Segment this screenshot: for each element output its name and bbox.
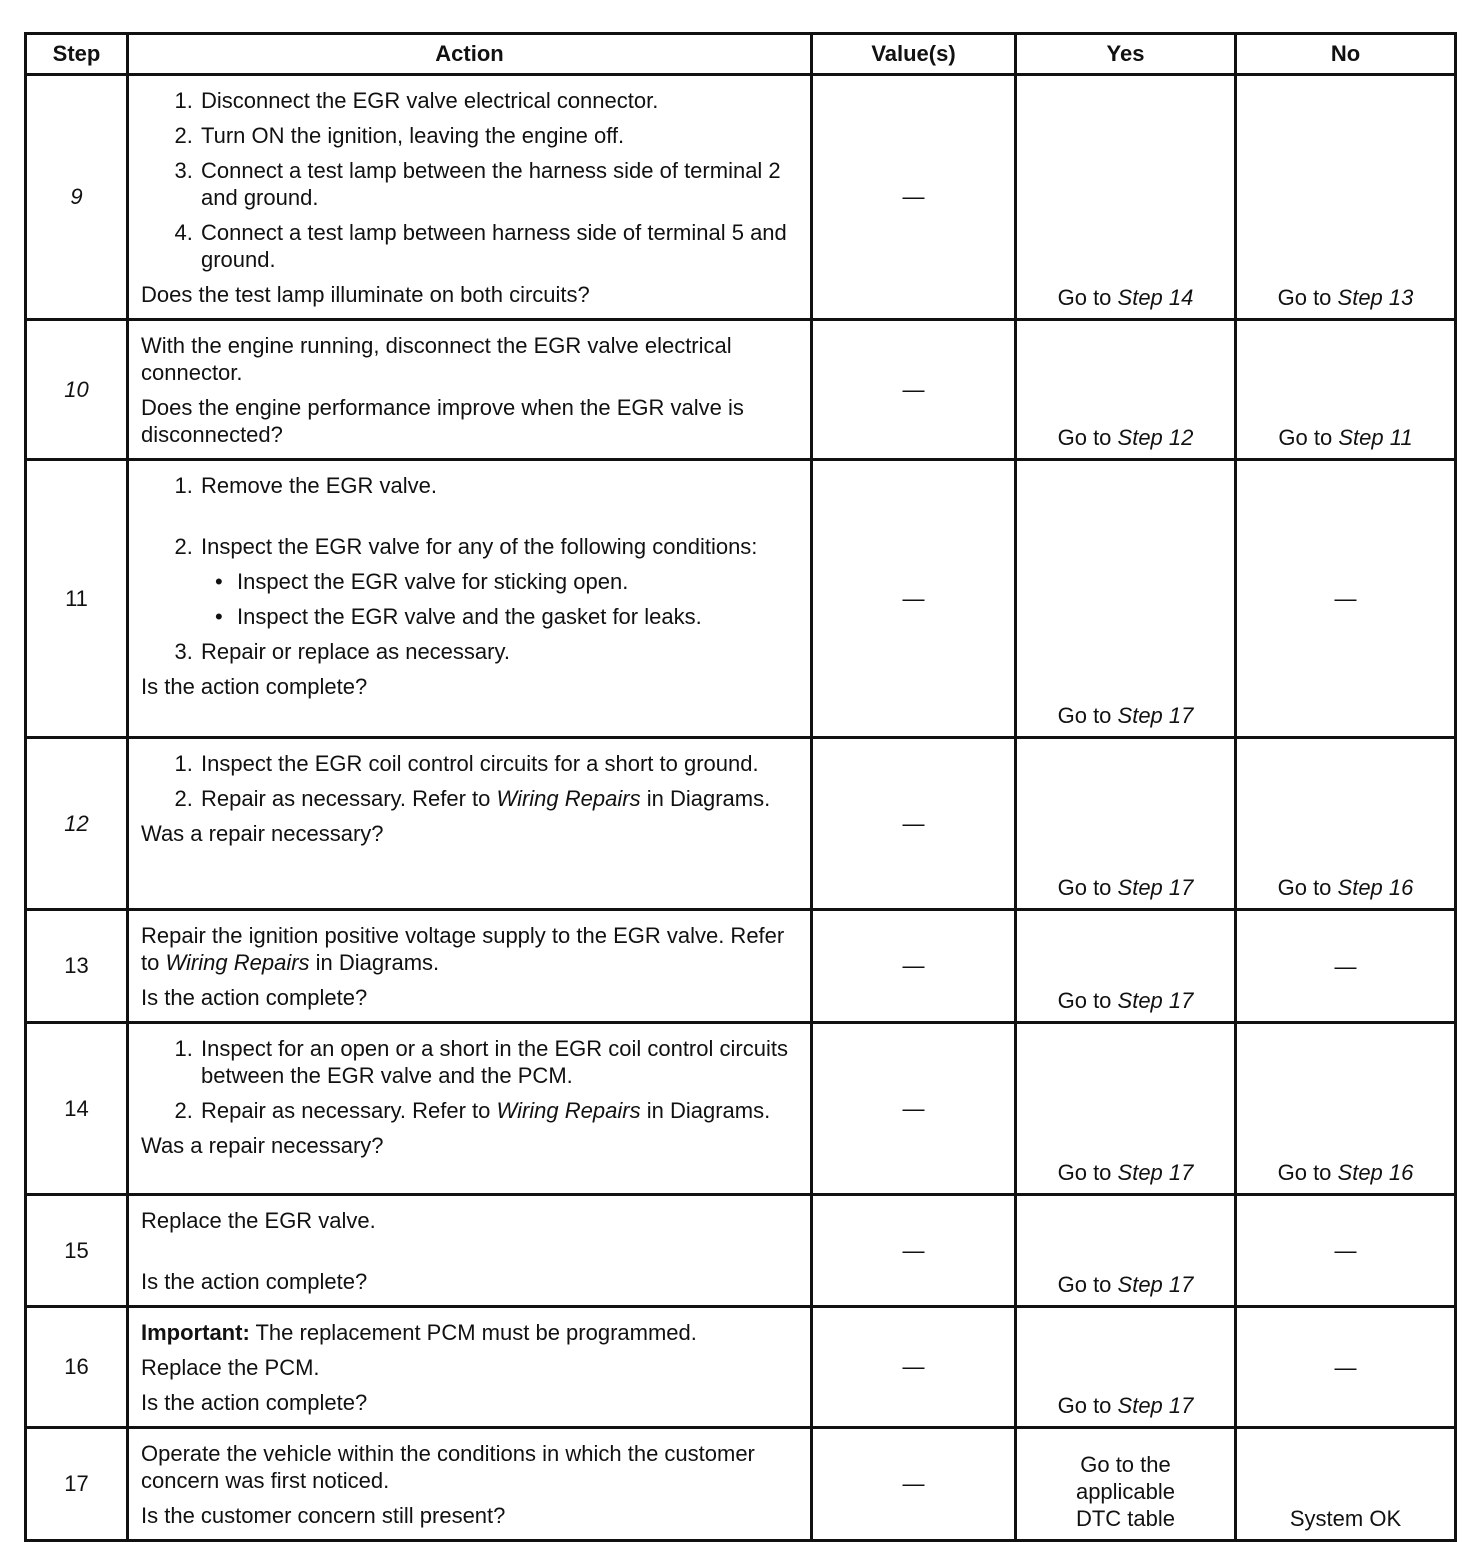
action-step xyxy=(199,472,800,525)
go-to-label: Go to xyxy=(1277,1160,1338,1185)
refer-text: Refer to xyxy=(406,1098,497,1123)
no-cell: — xyxy=(1236,460,1456,738)
go-to-label: Go to xyxy=(1057,1393,1118,1418)
action-step: 1. Disconnect the EGR valve electrical connector. xyxy=(199,87,800,114)
wiring-repairs-ref: Wiring Repairs xyxy=(496,786,641,811)
action-step-text: Remove the EGR valve. xyxy=(201,473,437,498)
action-step: 1. Inspect for an open or a short in the EGR coil control circuits between the EGR valve and the PCM. xyxy=(199,1035,800,1089)
in-text: in xyxy=(640,786,664,811)
value-cell: — xyxy=(812,738,1016,910)
table-row-step-17 xyxy=(26,1428,1456,1541)
action-cell xyxy=(128,460,812,738)
go-to-label: Go to xyxy=(1057,285,1118,310)
table-row-step-15 xyxy=(26,1195,1456,1307)
step-ref: Step 16 xyxy=(1337,1160,1414,1185)
action-cell xyxy=(128,1428,812,1541)
yes-cell xyxy=(1016,738,1236,910)
col-header-no: No xyxy=(1236,34,1456,75)
value-cell: — xyxy=(812,460,1016,738)
go-to-label: Go to xyxy=(1277,285,1338,310)
action-cell xyxy=(128,910,812,1023)
wiring-repairs-ref: Wiring Repairs xyxy=(496,1098,641,1123)
yes-cell xyxy=(1016,1023,1236,1195)
col-header-step: Step xyxy=(26,34,128,75)
in-text: in xyxy=(640,1098,664,1123)
action-text: Replace the EGR valve. xyxy=(141,1208,376,1233)
header-row xyxy=(26,34,1456,75)
yes-cell xyxy=(1016,320,1236,460)
diagrams-text: Diagrams. xyxy=(669,786,771,811)
step-number: 13 xyxy=(26,910,128,1023)
step-ref: Step 12 xyxy=(1117,425,1194,450)
value-cell: — xyxy=(812,1023,1016,1195)
action-step: 3. Connect a test lamp between the harness side of terminal 2 and ground. xyxy=(199,157,800,211)
important-note xyxy=(141,1319,800,1346)
no-cell xyxy=(1236,738,1456,910)
step-ref: Step 14 xyxy=(1117,285,1194,310)
value-cell: — xyxy=(812,75,1016,320)
spacer xyxy=(201,499,800,525)
go-to-label: Go to xyxy=(1278,425,1339,450)
step-number: 15 xyxy=(26,1195,128,1307)
condition-item: • Inspect the EGR valve for sticking open. xyxy=(235,568,800,595)
step-ref: Step 17 xyxy=(1117,1160,1194,1185)
step-ref: Step 11 xyxy=(1338,425,1413,450)
go-to-label: Go to xyxy=(1057,703,1118,728)
table-row-step-10 xyxy=(26,320,1456,460)
col-header-action: Action xyxy=(128,34,812,75)
step-number: 17 xyxy=(26,1428,128,1541)
action-question: Is the action complete? xyxy=(141,674,368,699)
go-to-label: Go to xyxy=(1057,988,1118,1013)
step-ref: Step 16 xyxy=(1337,875,1414,900)
no-cell xyxy=(1236,320,1456,460)
yes-cell xyxy=(1016,460,1236,738)
no-cell: — xyxy=(1236,910,1456,1023)
step-ref: Step 17 xyxy=(1117,988,1194,1013)
action-text xyxy=(141,922,800,976)
step-number: 10 xyxy=(26,320,128,460)
no-cell xyxy=(1236,75,1456,320)
action-step-text: Inspect the EGR valve for any of the following conditions: xyxy=(201,534,758,559)
yes-text: Go to the applicable DTC table xyxy=(1075,1452,1176,1531)
step-ref: Step 17 xyxy=(1117,703,1194,728)
yes-cell xyxy=(1016,75,1236,320)
table-row-step-14 xyxy=(26,1023,1456,1195)
action-step: 4. Connect a test lamp between harness side of terminal 5 and ground. xyxy=(199,219,800,273)
diagrams-text: Diagrams. xyxy=(669,1098,771,1123)
action-cell xyxy=(128,1195,812,1307)
col-header-yes: Yes xyxy=(1016,34,1236,75)
action-text-start: Repair the ignition positive voltage supply to the EGR valve. Refer to xyxy=(141,923,785,975)
step-number: 9 xyxy=(26,75,128,320)
refer-text: Refer to xyxy=(406,786,497,811)
action-cell xyxy=(128,320,812,460)
no-cell: System OK xyxy=(1236,1428,1456,1541)
action-step xyxy=(199,533,800,630)
action-question: Is the action complete? xyxy=(141,1269,368,1294)
no-cell xyxy=(1236,1023,1456,1195)
action-step: 3. Repair or replace as necessary. xyxy=(199,638,800,665)
action-question: Was a repair necessary? xyxy=(141,821,384,846)
go-to-label: Go to xyxy=(1277,875,1338,900)
go-to-label: Go to xyxy=(1057,875,1118,900)
table-row-step-13 xyxy=(26,910,1456,1023)
step-ref: Step 17 xyxy=(1117,875,1194,900)
action-step xyxy=(199,1097,800,1124)
value-cell: — xyxy=(812,1307,1016,1428)
repair-text: Repair as necessary. xyxy=(201,786,407,811)
action-steps xyxy=(141,750,800,812)
table-row-step-16 xyxy=(26,1307,1456,1428)
action-steps xyxy=(141,87,800,273)
action-question: Is the customer concern still present? xyxy=(141,1503,506,1528)
no-cell: — xyxy=(1236,1195,1456,1307)
action-question: Is the action complete? xyxy=(141,1390,368,1415)
important-label: Important: xyxy=(141,1320,250,1345)
step-number: 11 xyxy=(26,460,128,738)
action-text: Replace the PCM. xyxy=(141,1355,320,1380)
table-row-step-11 xyxy=(26,460,1456,738)
condition-list xyxy=(201,568,800,630)
action-question: Was a repair necessary? xyxy=(141,1133,384,1158)
value-cell: — xyxy=(812,1428,1016,1541)
action-steps xyxy=(141,472,800,665)
step-ref: Step 17 xyxy=(1117,1272,1194,1297)
yes-cell xyxy=(1016,910,1236,1023)
action-question: Is the action complete? xyxy=(141,985,368,1010)
col-header-values: Value(s) xyxy=(812,34,1016,75)
action-text: With the engine running, disconnect the EGR valve electrical connector. xyxy=(141,333,732,385)
step-number: 12 xyxy=(26,738,128,910)
important-text: The replacement PCM must be programmed. xyxy=(249,1320,697,1345)
value-cell: — xyxy=(812,910,1016,1023)
action-text-end: in Diagrams. xyxy=(309,950,440,975)
repair-text: Repair as necessary. xyxy=(201,1098,407,1123)
table-row-step-9 xyxy=(26,75,1456,320)
step-number: 16 xyxy=(26,1307,128,1428)
action-cell xyxy=(128,1023,812,1195)
action-cell xyxy=(128,738,812,910)
action-text: Operate the vehicle within the conditions in which the customer concern was first noticed. xyxy=(141,1441,755,1493)
value-cell: — xyxy=(812,320,1016,460)
step-ref: Step 17 xyxy=(1117,1393,1194,1418)
yes-cell xyxy=(1016,1307,1236,1428)
table-row-step-12 xyxy=(26,738,1456,910)
step-number: 14 xyxy=(26,1023,128,1195)
diagnostic-table xyxy=(24,32,1457,1542)
action-step: 2. Turn ON the ignition, leaving the engine off. xyxy=(199,122,800,149)
go-to-label: Go to xyxy=(1057,1160,1118,1185)
action-question: Does the engine performance improve when the EGR valve is disconnected? xyxy=(141,395,744,447)
action-step xyxy=(199,785,800,812)
action-steps xyxy=(141,1035,800,1124)
no-cell: — xyxy=(1236,1307,1456,1428)
action-step: 1. Inspect the EGR coil control circuits for a short to ground. xyxy=(199,750,800,777)
spacer xyxy=(141,1242,800,1268)
go-to-label: Go to xyxy=(1057,425,1118,450)
action-cell xyxy=(128,75,812,320)
action-question: Does the test lamp illuminate on both circuits? xyxy=(141,282,590,307)
action-cell xyxy=(128,1307,812,1428)
yes-cell xyxy=(1016,1195,1236,1307)
value-cell: — xyxy=(812,1195,1016,1307)
condition-item: • Inspect the EGR valve and the gasket for leaks. xyxy=(235,603,800,630)
step-ref: Step 13 xyxy=(1337,285,1414,310)
yes-cell xyxy=(1016,1428,1236,1541)
wiring-repairs-ref: Wiring Repairs xyxy=(165,950,310,975)
go-to-label: Go to xyxy=(1057,1272,1118,1297)
